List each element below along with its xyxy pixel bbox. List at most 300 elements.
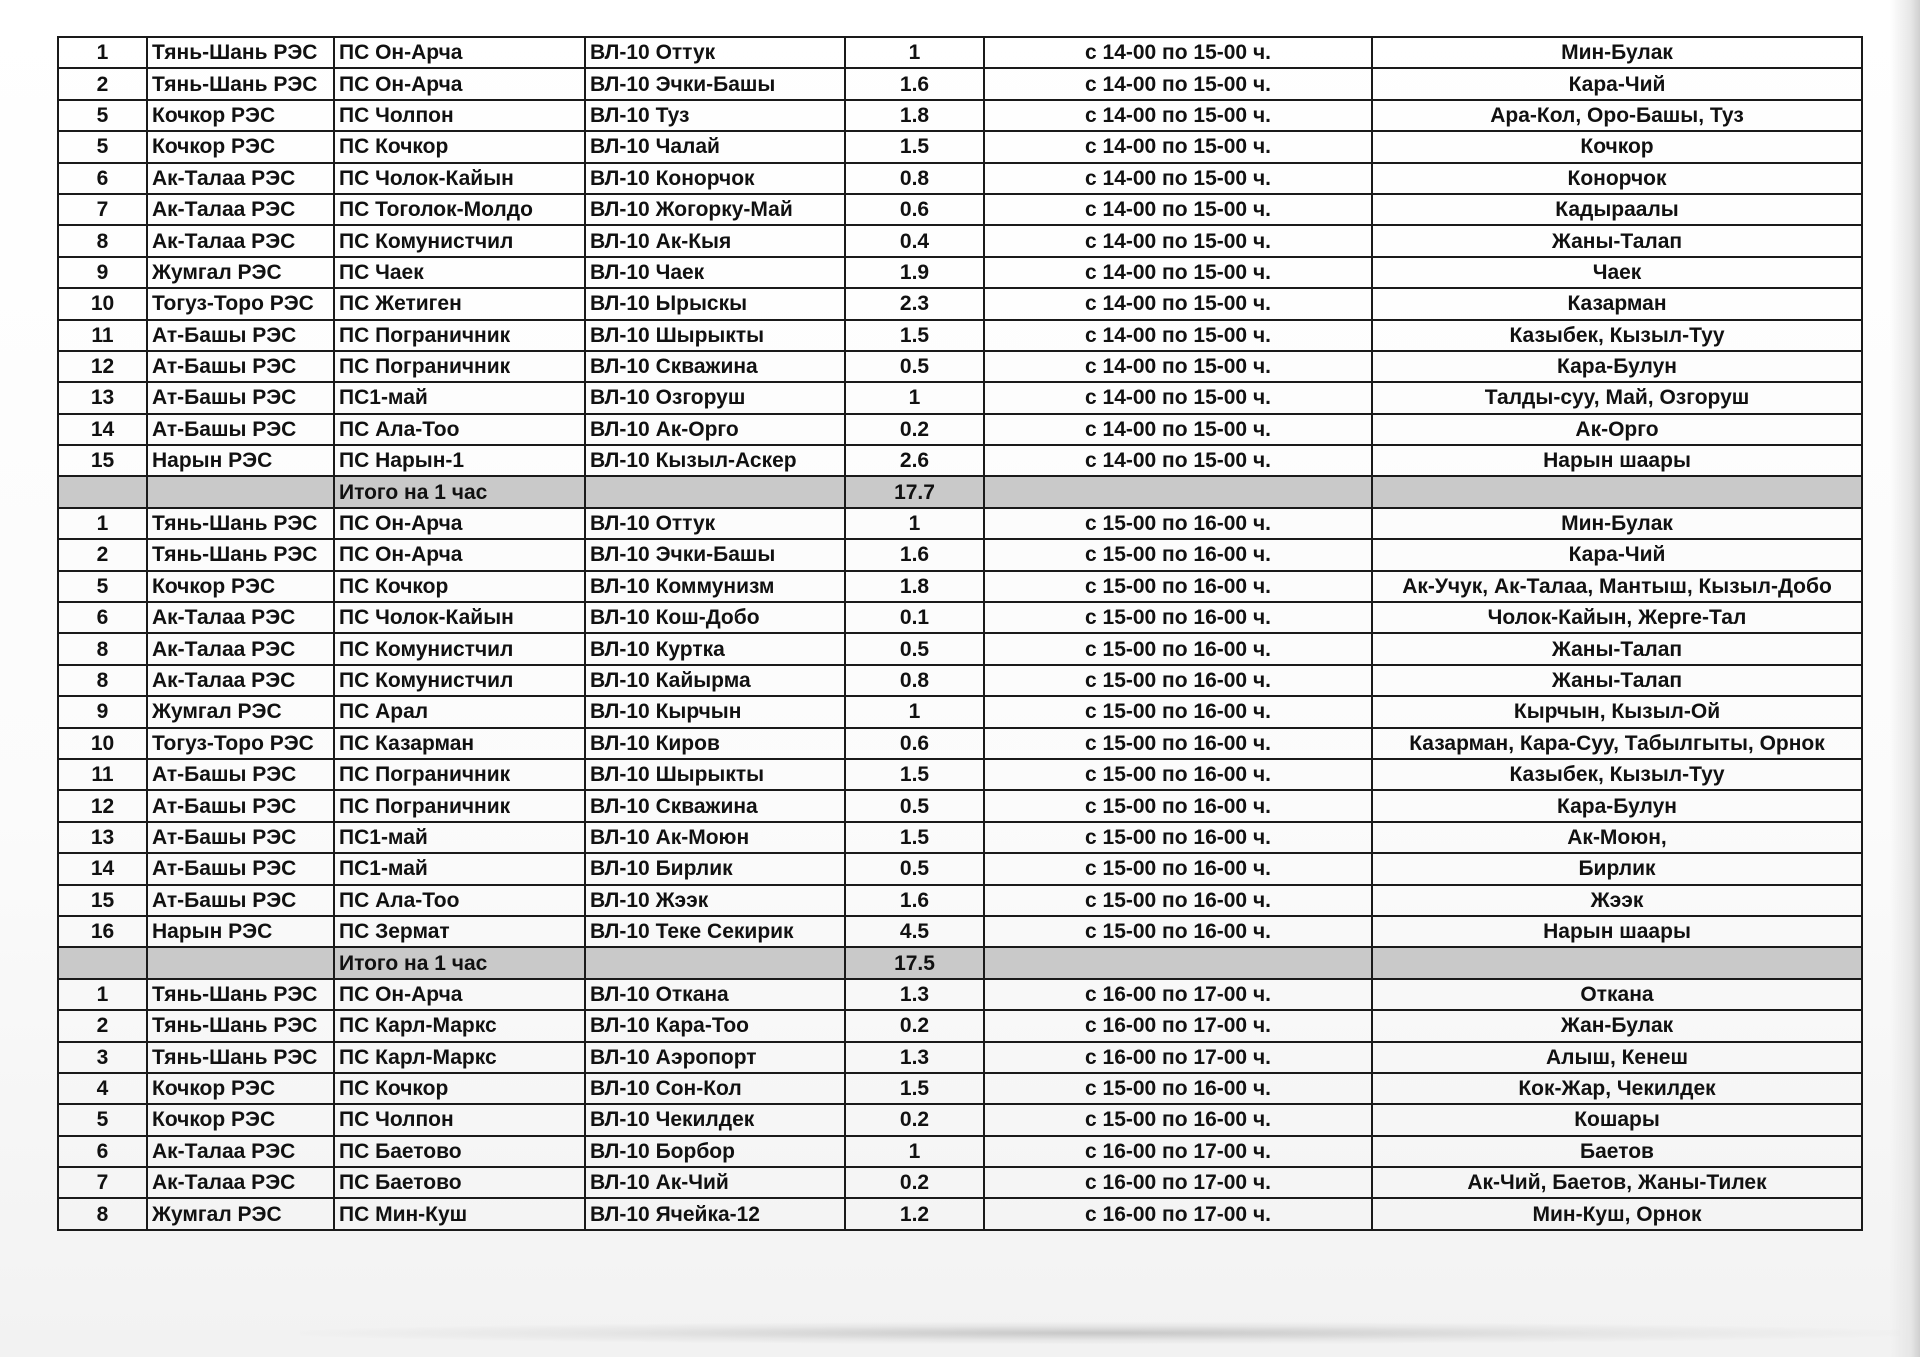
table-row: [58, 1104, 1862, 1135]
res-name: Тянь-Шань РЭС: [147, 539, 334, 570]
feeder-line: ВЛ-10 Эчки-Башы: [585, 539, 845, 570]
row-number: 9: [58, 696, 147, 727]
time-window: с 16-00 по 17-00 ч.: [984, 1198, 1372, 1229]
feeder-line: ВЛ-10 Ак-Чий: [585, 1167, 845, 1198]
row-number: 4: [58, 1073, 147, 1104]
time-window: с 14-00 по 15-00 ч.: [984, 382, 1372, 413]
table-row: [58, 571, 1862, 602]
feeder-line: ВЛ-10 Конорчок: [585, 163, 845, 194]
res-name: Ак-Талаа РЭС: [147, 1167, 334, 1198]
table-row: [58, 916, 1862, 947]
load-value: 2.6: [845, 445, 984, 476]
row-number: 1: [58, 979, 147, 1010]
substation-name: ПС Ала-Тоо: [334, 885, 585, 916]
load-value: 0.2: [845, 1167, 984, 1198]
time-window: с 15-00 по 16-00 ч.: [984, 853, 1372, 884]
res-name: Тянь-Шань РЭС: [147, 1010, 334, 1041]
table-row: [58, 382, 1862, 413]
res-name: Ак-Талаа РЭС: [147, 194, 334, 225]
substation-name: ПС Он-Арча: [334, 37, 585, 68]
total-row: [58, 947, 1862, 978]
substation-name: ПС1-май: [334, 382, 585, 413]
res-name: Ак-Талаа РЭС: [147, 1136, 334, 1167]
feeder-line: ВЛ-10 Шырыкты: [585, 320, 845, 351]
load-value: 0.2: [845, 414, 984, 445]
res-name: Тогуз-Торо РЭС: [147, 288, 334, 319]
time-window: с 14-00 по 15-00 ч.: [984, 288, 1372, 319]
total-empty-cell: [585, 476, 845, 507]
time-window: с 15-00 по 16-00 ч.: [984, 916, 1372, 947]
total-empty-cell: [1372, 947, 1862, 978]
substation-name: ПС Казарман: [334, 728, 585, 759]
time-window: с 15-00 по 16-00 ч.: [984, 759, 1372, 790]
table-row: [58, 696, 1862, 727]
time-window: с 14-00 по 15-00 ч.: [984, 414, 1372, 445]
row-number: 5: [58, 100, 147, 131]
substation-name: ПС Зермат: [334, 916, 585, 947]
res-name: Нарын РЭС: [147, 445, 334, 476]
table-row: [58, 759, 1862, 790]
substation-name: ПС Он-Арча: [334, 539, 585, 570]
row-number: 8: [58, 665, 147, 696]
table-row: [58, 665, 1862, 696]
villages: Кара-Чий: [1372, 539, 1862, 570]
feeder-line: ВЛ-10 Кайырма: [585, 665, 845, 696]
res-name: Тянь-Шань РЭС: [147, 1042, 334, 1073]
villages: Кара-Чий: [1372, 68, 1862, 99]
feeder-line: ВЛ-10 Кырчын: [585, 696, 845, 727]
res-name: Кочкор РЭС: [147, 131, 334, 162]
feeder-line: ВЛ-10 Борбор: [585, 1136, 845, 1167]
feeder-line: ВЛ-10 Откана: [585, 979, 845, 1010]
table-row: [58, 1010, 1862, 1041]
res-name: Ат-Башы РЭС: [147, 885, 334, 916]
load-value: 2.3: [845, 288, 984, 319]
row-number: 14: [58, 414, 147, 445]
table-row: [58, 1198, 1862, 1229]
scan-smudge: [300, 1322, 1900, 1344]
load-value: 0.8: [845, 665, 984, 696]
villages: Жээк: [1372, 885, 1862, 916]
total-value: 17.7: [845, 476, 984, 507]
total-empty-cell: [585, 947, 845, 978]
res-name: Кочкор РЭС: [147, 1104, 334, 1135]
load-value: 0.2: [845, 1010, 984, 1041]
substation-name: ПС1-май: [334, 822, 585, 853]
villages: Ак-Орго: [1372, 414, 1862, 445]
feeder-line: ВЛ-10 Ак-Орго: [585, 414, 845, 445]
res-name: Ак-Талаа РЭС: [147, 225, 334, 256]
row-number: 5: [58, 131, 147, 162]
load-value: 0.1: [845, 602, 984, 633]
row-number: 8: [58, 1198, 147, 1229]
res-name: Ат-Башы РЭС: [147, 414, 334, 445]
time-window: с 14-00 по 15-00 ч.: [984, 320, 1372, 351]
row-number: 1: [58, 508, 147, 539]
row-number: 11: [58, 759, 147, 790]
table-row: [58, 1042, 1862, 1073]
total-value: 17.5: [845, 947, 984, 978]
villages: Нарын шаары: [1372, 445, 1862, 476]
villages: Мин-Булак: [1372, 37, 1862, 68]
load-value: 0.5: [845, 853, 984, 884]
res-name: Ат-Башы РЭС: [147, 320, 334, 351]
total-label: Итого на 1 час: [334, 947, 585, 978]
feeder-line: ВЛ-10 Озгоруш: [585, 382, 845, 413]
res-name: Кочкор РЭС: [147, 1073, 334, 1104]
substation-name: ПС Он-Арча: [334, 979, 585, 1010]
feeder-line: ВЛ-10 Кара-Тоо: [585, 1010, 845, 1041]
row-number: 3: [58, 1042, 147, 1073]
time-window: с 15-00 по 16-00 ч.: [984, 1073, 1372, 1104]
load-value: 1.5: [845, 320, 984, 351]
substation-name: ПС Комунистчил: [334, 665, 585, 696]
substation-name: ПС Пограничник: [334, 351, 585, 382]
villages: Нарын шаары: [1372, 916, 1862, 947]
substation-name: ПС Комунистчил: [334, 633, 585, 664]
feeder-line: ВЛ-10 Куртка: [585, 633, 845, 664]
row-number: 12: [58, 351, 147, 382]
table-row: [58, 445, 1862, 476]
feeder-line: ВЛ-10 Кош-Добо: [585, 602, 845, 633]
load-value: 1.8: [845, 100, 984, 131]
res-name: Кочкор РЭС: [147, 100, 334, 131]
villages: Кырчын, Кызыл-Ой: [1372, 696, 1862, 727]
substation-name: ПС Кочкор: [334, 131, 585, 162]
table-row: [58, 288, 1862, 319]
table-row: [58, 1073, 1862, 1104]
load-value: 0.2: [845, 1104, 984, 1135]
load-value: 1: [845, 37, 984, 68]
substation-name: ПС Пограничник: [334, 790, 585, 821]
villages: Казарман: [1372, 288, 1862, 319]
res-name: Жумгал РЭС: [147, 257, 334, 288]
feeder-line: ВЛ-10 Скважина: [585, 790, 845, 821]
table-row: [58, 351, 1862, 382]
load-value: 1.8: [845, 571, 984, 602]
scan-edge-shadow: [1890, 0, 1920, 1357]
table-row: [58, 163, 1862, 194]
res-name: Ак-Талаа РЭС: [147, 602, 334, 633]
row-number: 7: [58, 194, 147, 225]
row-number: 6: [58, 163, 147, 194]
time-window: с 14-00 по 15-00 ч.: [984, 351, 1372, 382]
substation-name: ПС Чолпон: [334, 100, 585, 131]
table-row: [58, 728, 1862, 759]
load-value: 1.5: [845, 822, 984, 853]
load-value: 1.9: [845, 257, 984, 288]
total-empty-cell: [147, 947, 334, 978]
time-window: с 16-00 по 17-00 ч.: [984, 979, 1372, 1010]
row-number: 13: [58, 822, 147, 853]
time-window: с 14-00 по 15-00 ч.: [984, 445, 1372, 476]
table-row: [58, 37, 1862, 68]
feeder-line: ВЛ-10 Чалай: [585, 131, 845, 162]
time-window: с 16-00 по 17-00 ч.: [984, 1167, 1372, 1198]
villages: Чаек: [1372, 257, 1862, 288]
total-empty-cell: [147, 476, 334, 507]
row-number: 13: [58, 382, 147, 413]
total-label: Итого на 1 час: [334, 476, 585, 507]
substation-name: ПС Ала-Тоо: [334, 414, 585, 445]
time-window: с 15-00 по 16-00 ч.: [984, 665, 1372, 696]
load-value: 1.5: [845, 759, 984, 790]
table-row: [58, 853, 1862, 884]
row-number: 6: [58, 1136, 147, 1167]
row-number: 2: [58, 1010, 147, 1041]
res-name: Ак-Талаа РЭС: [147, 633, 334, 664]
table-row: [58, 320, 1862, 351]
load-value: 1.6: [845, 539, 984, 570]
row-number: 2: [58, 539, 147, 570]
row-number: 15: [58, 885, 147, 916]
feeder-line: ВЛ-10 Шырыкты: [585, 759, 845, 790]
feeder-line: ВЛ-10 Коммунизм: [585, 571, 845, 602]
villages: Кадыраалы: [1372, 194, 1862, 225]
substation-name: ПС Пограничник: [334, 320, 585, 351]
load-value: 1: [845, 696, 984, 727]
res-name: Тянь-Шань РЭС: [147, 37, 334, 68]
substation-name: ПС Баетово: [334, 1136, 585, 1167]
substation-name: ПС Нарын-1: [334, 445, 585, 476]
time-window: с 14-00 по 15-00 ч.: [984, 37, 1372, 68]
table-row: [58, 885, 1862, 916]
table-row: [58, 790, 1862, 821]
substation-name: ПС Карл-Маркс: [334, 1042, 585, 1073]
feeder-line: ВЛ-10 Киров: [585, 728, 845, 759]
time-window: с 14-00 по 15-00 ч.: [984, 257, 1372, 288]
res-name: Ак-Талаа РЭС: [147, 665, 334, 696]
res-name: Ат-Башы РЭС: [147, 790, 334, 821]
feeder-line: ВЛ-10 Кызыл-Аскер: [585, 445, 845, 476]
table-row: [58, 225, 1862, 256]
villages: Бирлик: [1372, 853, 1862, 884]
time-window: с 16-00 по 17-00 ч.: [984, 1136, 1372, 1167]
substation-name: ПС1-май: [334, 853, 585, 884]
load-value: 1: [845, 508, 984, 539]
table-row: [58, 508, 1862, 539]
substation-name: ПС Мин-Куш: [334, 1198, 585, 1229]
feeder-line: ВЛ-10 Ак-Моюн: [585, 822, 845, 853]
villages: Кошары: [1372, 1104, 1862, 1135]
row-number: 1: [58, 37, 147, 68]
villages: Ак-Моюн,: [1372, 822, 1862, 853]
substation-name: ПС Чолок-Кайын: [334, 602, 585, 633]
table-row: [58, 602, 1862, 633]
row-number: 10: [58, 728, 147, 759]
substation-name: ПС Кочкор: [334, 1073, 585, 1104]
load-value: 0.8: [845, 163, 984, 194]
feeder-line: ВЛ-10 Оттук: [585, 508, 845, 539]
res-name: Тогуз-Торо РЭС: [147, 728, 334, 759]
row-number: 14: [58, 853, 147, 884]
load-value: 1.6: [845, 68, 984, 99]
total-empty-cell: [984, 947, 1372, 978]
villages: Жаны-Талап: [1372, 665, 1862, 696]
table-row: [58, 979, 1862, 1010]
villages: Мин-Куш, Орнок: [1372, 1198, 1862, 1229]
row-number: 12: [58, 790, 147, 821]
row-number: 11: [58, 320, 147, 351]
time-window: с 15-00 по 16-00 ч.: [984, 539, 1372, 570]
feeder-line: ВЛ-10 Туз: [585, 100, 845, 131]
time-window: с 15-00 по 16-00 ч.: [984, 822, 1372, 853]
outage-schedule-table: [57, 36, 1863, 1231]
villages: Талды-суу, Май, Озгоруш: [1372, 382, 1862, 413]
villages: Кара-Булун: [1372, 351, 1862, 382]
villages: Жаны-Талап: [1372, 633, 1862, 664]
feeder-line: ВЛ-10 Сон-Кол: [585, 1073, 845, 1104]
total-row: [58, 476, 1862, 507]
load-value: 0.6: [845, 194, 984, 225]
feeder-line: ВЛ-10 Жогорку-Май: [585, 194, 845, 225]
feeder-line: ВЛ-10 Бирлик: [585, 853, 845, 884]
table-row: [58, 100, 1862, 131]
load-value: 0.4: [845, 225, 984, 256]
table-row: [58, 414, 1862, 445]
feeder-line: ВЛ-10 Жээк: [585, 885, 845, 916]
load-value: 1.5: [845, 1073, 984, 1104]
villages: Казыбек, Кызыл-Туу: [1372, 759, 1862, 790]
villages: Жаны-Талап: [1372, 225, 1862, 256]
row-number: 9: [58, 257, 147, 288]
row-number: 5: [58, 571, 147, 602]
load-value: 4.5: [845, 916, 984, 947]
villages: Чолок-Кайын, Жерге-Тал: [1372, 602, 1862, 633]
substation-name: ПС Жетиген: [334, 288, 585, 319]
row-number: 6: [58, 602, 147, 633]
substation-name: ПС Чаек: [334, 257, 585, 288]
row-number: 7: [58, 1167, 147, 1198]
load-value: 1: [845, 1136, 984, 1167]
total-empty-cell: [984, 476, 1372, 507]
table-row: [58, 194, 1862, 225]
time-window: с 14-00 по 15-00 ч.: [984, 131, 1372, 162]
substation-name: ПС Баетово: [334, 1167, 585, 1198]
load-value: 0.5: [845, 633, 984, 664]
time-window: с 15-00 по 16-00 ч.: [984, 728, 1372, 759]
time-window: с 15-00 по 16-00 ч.: [984, 508, 1372, 539]
load-value: 1.6: [845, 885, 984, 916]
feeder-line: ВЛ-10 Ак-Кыя: [585, 225, 845, 256]
row-number: 2: [58, 68, 147, 99]
res-name: Тянь-Шань РЭС: [147, 508, 334, 539]
substation-name: ПС Карл-Маркс: [334, 1010, 585, 1041]
villages: Откана: [1372, 979, 1862, 1010]
substation-name: ПС Чолок-Кайын: [334, 163, 585, 194]
time-window: с 14-00 по 15-00 ч.: [984, 100, 1372, 131]
substation-name: ПС Чолпон: [334, 1104, 585, 1135]
feeder-line: ВЛ-10 Оттук: [585, 37, 845, 68]
feeder-line: ВЛ-10 Скважина: [585, 351, 845, 382]
load-value: 1.3: [845, 1042, 984, 1073]
villages: Ак-Чий, Баетов, Жаны-Тилек: [1372, 1167, 1862, 1198]
table-row: [58, 1136, 1862, 1167]
villages: Кочкор: [1372, 131, 1862, 162]
table-row: [58, 68, 1862, 99]
res-name: Жумгал РЭС: [147, 696, 334, 727]
substation-name: ПС Он-Арча: [334, 68, 585, 99]
res-name: Ак-Талаа РЭС: [147, 163, 334, 194]
total-empty-cell: [58, 476, 147, 507]
time-window: с 16-00 по 17-00 ч.: [984, 1042, 1372, 1073]
substation-name: ПС Тоголок-Молдо: [334, 194, 585, 225]
res-name: Кочкор РЭС: [147, 571, 334, 602]
row-number: 8: [58, 225, 147, 256]
substation-name: ПС Пограничник: [334, 759, 585, 790]
villages: Ара-Кол, Оро-Башы, Туз: [1372, 100, 1862, 131]
row-number: 10: [58, 288, 147, 319]
table-row: [58, 1167, 1862, 1198]
load-value: 1.2: [845, 1198, 984, 1229]
table-row: [58, 539, 1862, 570]
villages: Конорчок: [1372, 163, 1862, 194]
substation-name: ПС Он-Арча: [334, 508, 585, 539]
time-window: с 15-00 по 16-00 ч.: [984, 571, 1372, 602]
substation-name: ПС Арал: [334, 696, 585, 727]
res-name: Ат-Башы РЭС: [147, 759, 334, 790]
table-row: [58, 633, 1862, 664]
res-name: Ат-Башы РЭС: [147, 382, 334, 413]
time-window: с 14-00 по 15-00 ч.: [984, 194, 1372, 225]
load-value: 0.5: [845, 790, 984, 821]
feeder-line: ВЛ-10 Аэропорт: [585, 1042, 845, 1073]
table-row: [58, 257, 1862, 288]
substation-name: ПС Комунистчил: [334, 225, 585, 256]
time-window: с 15-00 по 16-00 ч.: [984, 696, 1372, 727]
villages: Алыш, Кенеш: [1372, 1042, 1862, 1073]
feeder-line: ВЛ-10 Ячейка-12: [585, 1198, 845, 1229]
villages: Кара-Булун: [1372, 790, 1862, 821]
res-name: Ат-Башы РЭС: [147, 351, 334, 382]
time-window: с 15-00 по 16-00 ч.: [984, 602, 1372, 633]
res-name: Тянь-Шань РЭС: [147, 979, 334, 1010]
res-name: Тянь-Шань РЭС: [147, 68, 334, 99]
feeder-line: ВЛ-10 Ырыскы: [585, 288, 845, 319]
feeder-line: ВЛ-10 Чаек: [585, 257, 845, 288]
load-value: 1: [845, 382, 984, 413]
row-number: 15: [58, 445, 147, 476]
time-window: с 15-00 по 16-00 ч.: [984, 885, 1372, 916]
load-value: 1.5: [845, 131, 984, 162]
time-window: с 15-00 по 16-00 ч.: [984, 790, 1372, 821]
load-value: 1.3: [845, 979, 984, 1010]
villages: Казыбек, Кызыл-Туу: [1372, 320, 1862, 351]
time-window: с 14-00 по 15-00 ч.: [984, 225, 1372, 256]
villages: Мин-Булак: [1372, 508, 1862, 539]
res-name: Ат-Башы РЭС: [147, 853, 334, 884]
villages: Ак-Учук, Ак-Талаа, Мантыш, Кызыл-Добо: [1372, 571, 1862, 602]
time-window: с 14-00 по 15-00 ч.: [984, 163, 1372, 194]
feeder-line: ВЛ-10 Эчки-Башы: [585, 68, 845, 99]
res-name: Жумгал РЭС: [147, 1198, 334, 1229]
table-row: [58, 822, 1862, 853]
substation-name: ПС Кочкор: [334, 571, 585, 602]
villages: Кок-Жар, Чекилдек: [1372, 1073, 1862, 1104]
total-empty-cell: [58, 947, 147, 978]
villages: Баетов: [1372, 1136, 1862, 1167]
time-window: с 15-00 по 16-00 ч.: [984, 633, 1372, 664]
villages: Казарман, Кара-Суу, Табылгыты, Орнок: [1372, 728, 1862, 759]
row-number: 5: [58, 1104, 147, 1135]
row-number: 16: [58, 916, 147, 947]
villages: Жан-Булак: [1372, 1010, 1862, 1041]
res-name: Нарын РЭС: [147, 916, 334, 947]
table-row: [58, 131, 1862, 162]
time-window: с 16-00 по 17-00 ч.: [984, 1010, 1372, 1041]
schedule-body: [58, 37, 1862, 1230]
row-number: 8: [58, 633, 147, 664]
